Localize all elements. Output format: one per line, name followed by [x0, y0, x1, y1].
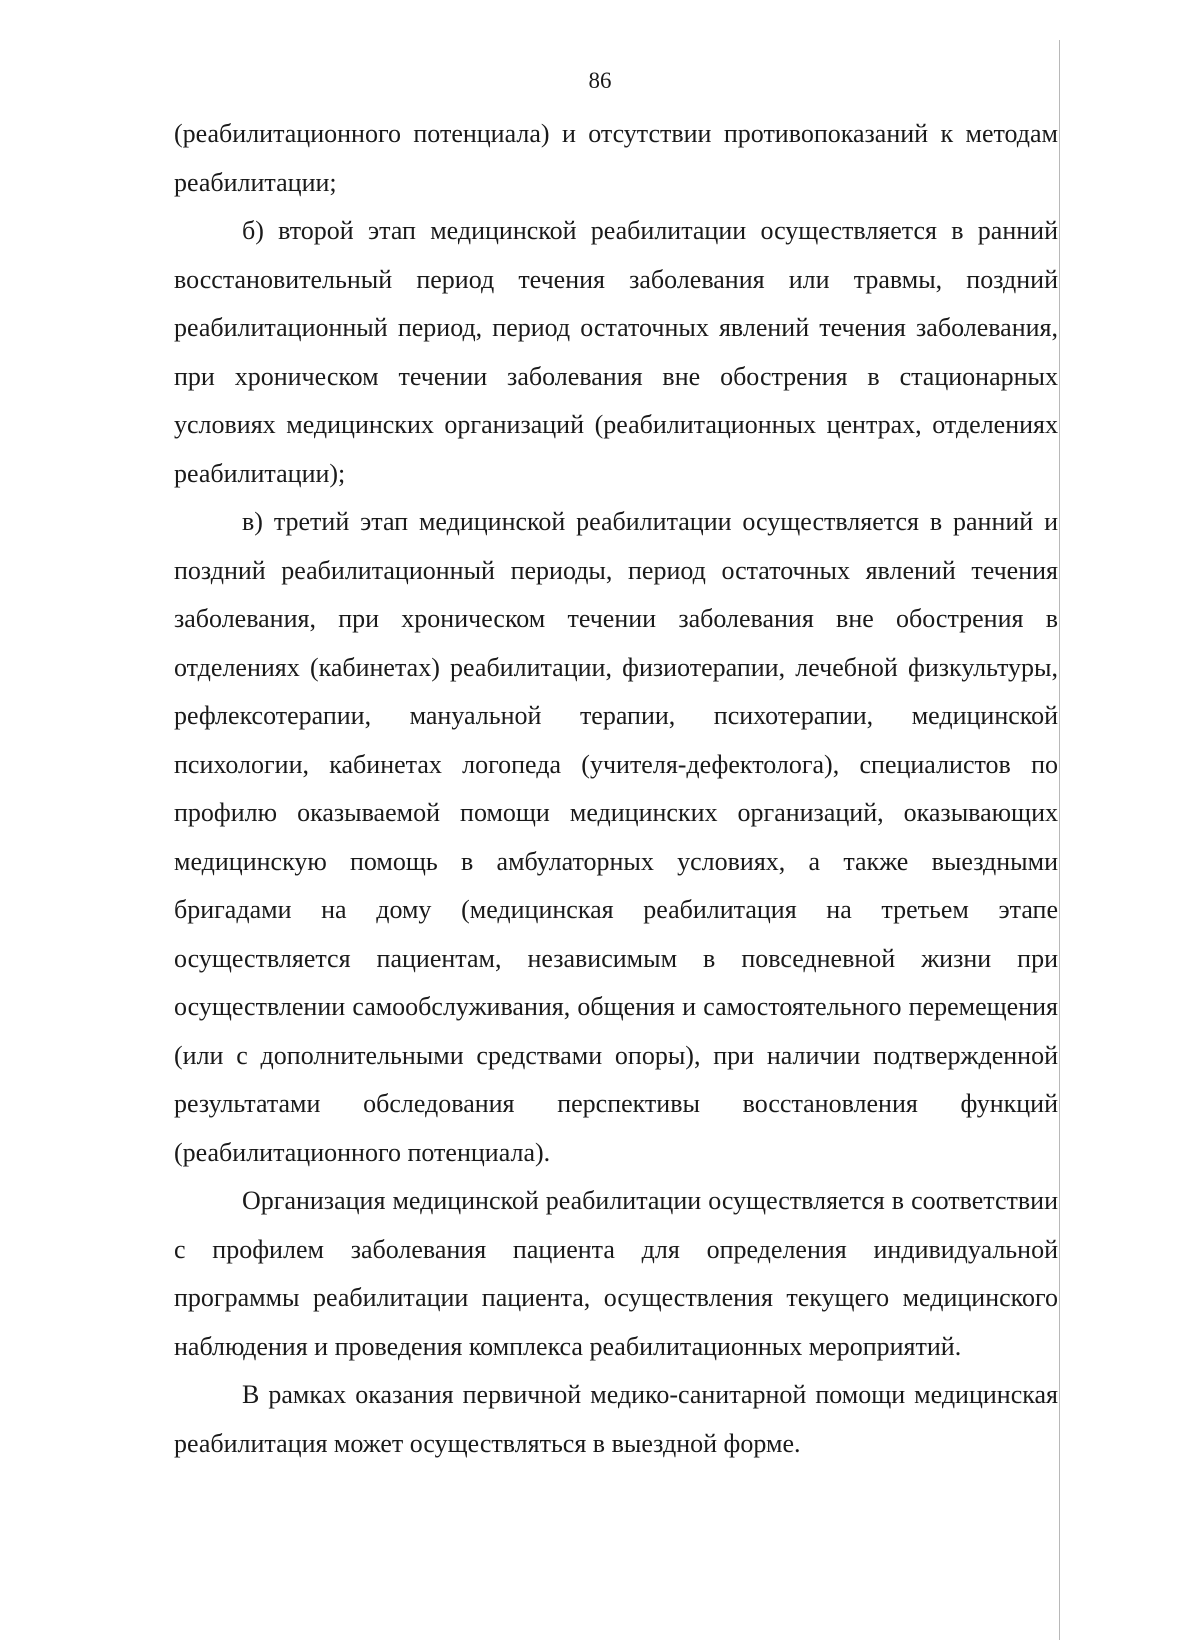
paragraph-continuation: (реабилитационного потенциала) и отсутствии противопоказаний к методам реабилитации; [174, 119, 1058, 197]
scan-edge-line [1059, 40, 1060, 1640]
document-body [174, 110, 1058, 1468]
paragraph-organization: Организация медицинской реабилитации осуществляется в соответствии с профилем заболевания пациента для определения индивидуальной программы реабилитации пациента, осуществления текущего медицинского наблюдения и проведения комплекса реабилитационных мероприятий. [174, 1186, 1058, 1361]
page-number: 86 [588, 68, 612, 93]
paragraph-third-stage: в) третий этап медицинской реабилитации осуществляется в ранний и поздний реабилитационный периоды, период остаточных явлений течения заболевания, при хроническом течении заболевания вне обострения в отделениях (кабинетах) реабилитации, физиотерапии, лечебной физкультуры, рефлексотерапии, мануальной терапии, психотерапии, медицинской психологии, кабинетах логопеда (учителя-дефектолога), специалистов по профилю оказываемой помощи медицинских организаций, оказывающих медицинскую помощь в амбулаторных условиях, а также выездными бригадами на дому (медицинская реабилитация на третьем этапе осуществляется пациентам, независимым в повседневной жизни при осуществлении самообслуживания, общения и самостоятельного перемещения (или с дополнительными средствами опоры), при наличии подтвержденной результатами обследования перспективы восстановления функций (реабилитационного потенциала). [174, 507, 1058, 1167]
paragraph-second-stage: б) второй этап медицинской реабилитации осуществляется в ранний восстановительный период течения заболевания или травмы, поздний реабилитационный период, период остаточных явлений течения заболевания, при хроническом течении заболевания вне обострения в стационарных условиях медицинских организаций (реабилитационных центрах, отделениях реабилитации); [174, 216, 1058, 488]
paragraph-primary-care: В рамках оказания первичной медико-санитарной помощи медицинская реабилитация может осуществляться в выездной форме. [174, 1380, 1058, 1458]
